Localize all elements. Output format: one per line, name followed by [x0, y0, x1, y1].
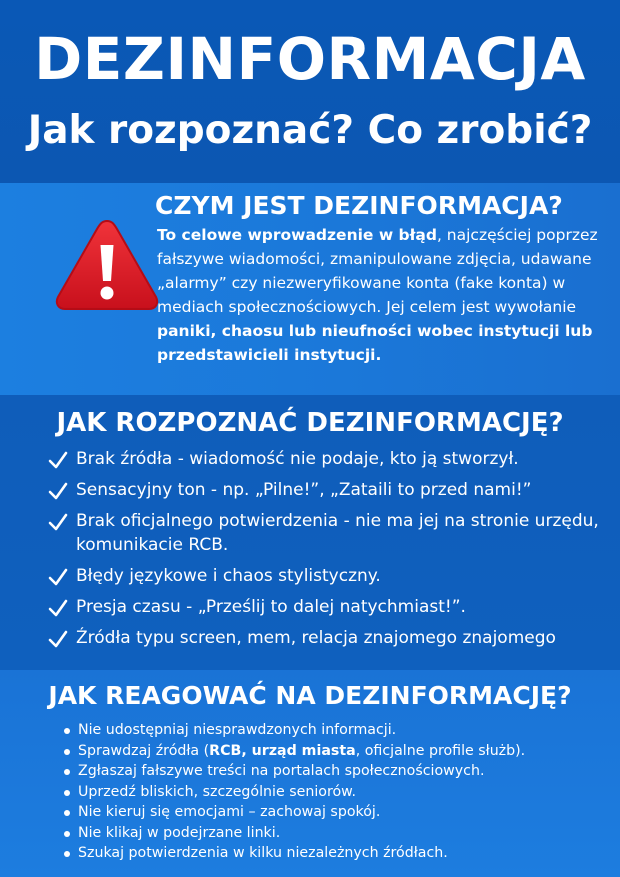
section-heading-recognize: JAK ROZPOZNAĆ DEZINFORMACJĘ?: [56, 408, 564, 438]
react-list: [64, 720, 609, 864]
section-react: [0, 670, 620, 877]
list-item: Źródła typu screen, mem, relacja znajomego znajomego: [48, 626, 608, 650]
section-what-is: [0, 183, 620, 395]
list-item: Uprzedź bliskich, szczególnie seniorów.: [64, 782, 609, 803]
warning-icon: [52, 215, 162, 315]
checkmark-icon: [48, 567, 68, 587]
list-item: Sensacyjny ton - np. „Pilne!”, „Zataili to przed nami!”: [48, 478, 608, 502]
list-item: Brak źródła - wiadomość nie podaje, kto ją stworzył.: [48, 447, 608, 471]
definition-text: , najczęściej poprzez fałszywe wiadomości, zmanipulowane zdjęcia, udawane „alarmy” czy niezweryfikowane konta (fake konta) w mediach społecznościowych. Jej celem jest wywołanie: [157, 226, 598, 316]
checkmark-icon: [48, 481, 68, 501]
list-item: Szukaj potwierdzenia w kilku niezależnych źródłach.: [64, 843, 609, 864]
section-recognize: [0, 395, 620, 670]
list-item: Zgłaszaj fałszywe treści na portalach społecznościowych.: [64, 761, 609, 782]
page-subtitle: Jak rozpoznać? Co zrobić?: [27, 108, 593, 153]
definition-bold-2: paniki, chaosu lub nieufności wobec instytucji lub przedstawicieli instytucji.: [157, 322, 593, 364]
definition-paragraph: [157, 223, 607, 367]
section-heading-react: JAK REAGOWAĆ NA DEZINFORMACJĘ?: [48, 681, 572, 710]
list-item: Brak oficjalnego potwierdzenia - nie ma jej na stronie urzędu, komunikacie RCB.: [48, 509, 608, 557]
checkmark-icon: [48, 512, 68, 532]
recognize-list: [48, 447, 608, 657]
sources-bold: RCB, urząd miasta: [209, 742, 356, 759]
list-item: Nie kieruj się emocjami – zachowaj spokój.: [64, 802, 609, 823]
checkmark-icon: [48, 450, 68, 470]
header: [0, 0, 620, 183]
list-item: Presja czasu - „Prześlij to dalej natychmiast!”.: [48, 595, 608, 619]
list-item: Sprawdzaj źródła (RCB, urząd miasta, oficjalne profile służb).: [64, 741, 609, 762]
list-item: Błędy językowe i chaos stylistyczny.: [48, 564, 608, 588]
section-heading-what-is: CZYM JEST DEZINFORMACJA?: [155, 191, 563, 220]
checkmark-icon: [48, 629, 68, 649]
page-title: DEZINFORMACJA: [34, 25, 586, 93]
list-item: Nie udostępniaj niesprawdzonych informacji.: [64, 720, 609, 741]
definition-bold-1: To celowe wprowadzenie w błąd: [157, 226, 437, 244]
list-item: Nie klikaj w podejrzane linki.: [64, 823, 609, 844]
checkmark-icon: [48, 598, 68, 618]
